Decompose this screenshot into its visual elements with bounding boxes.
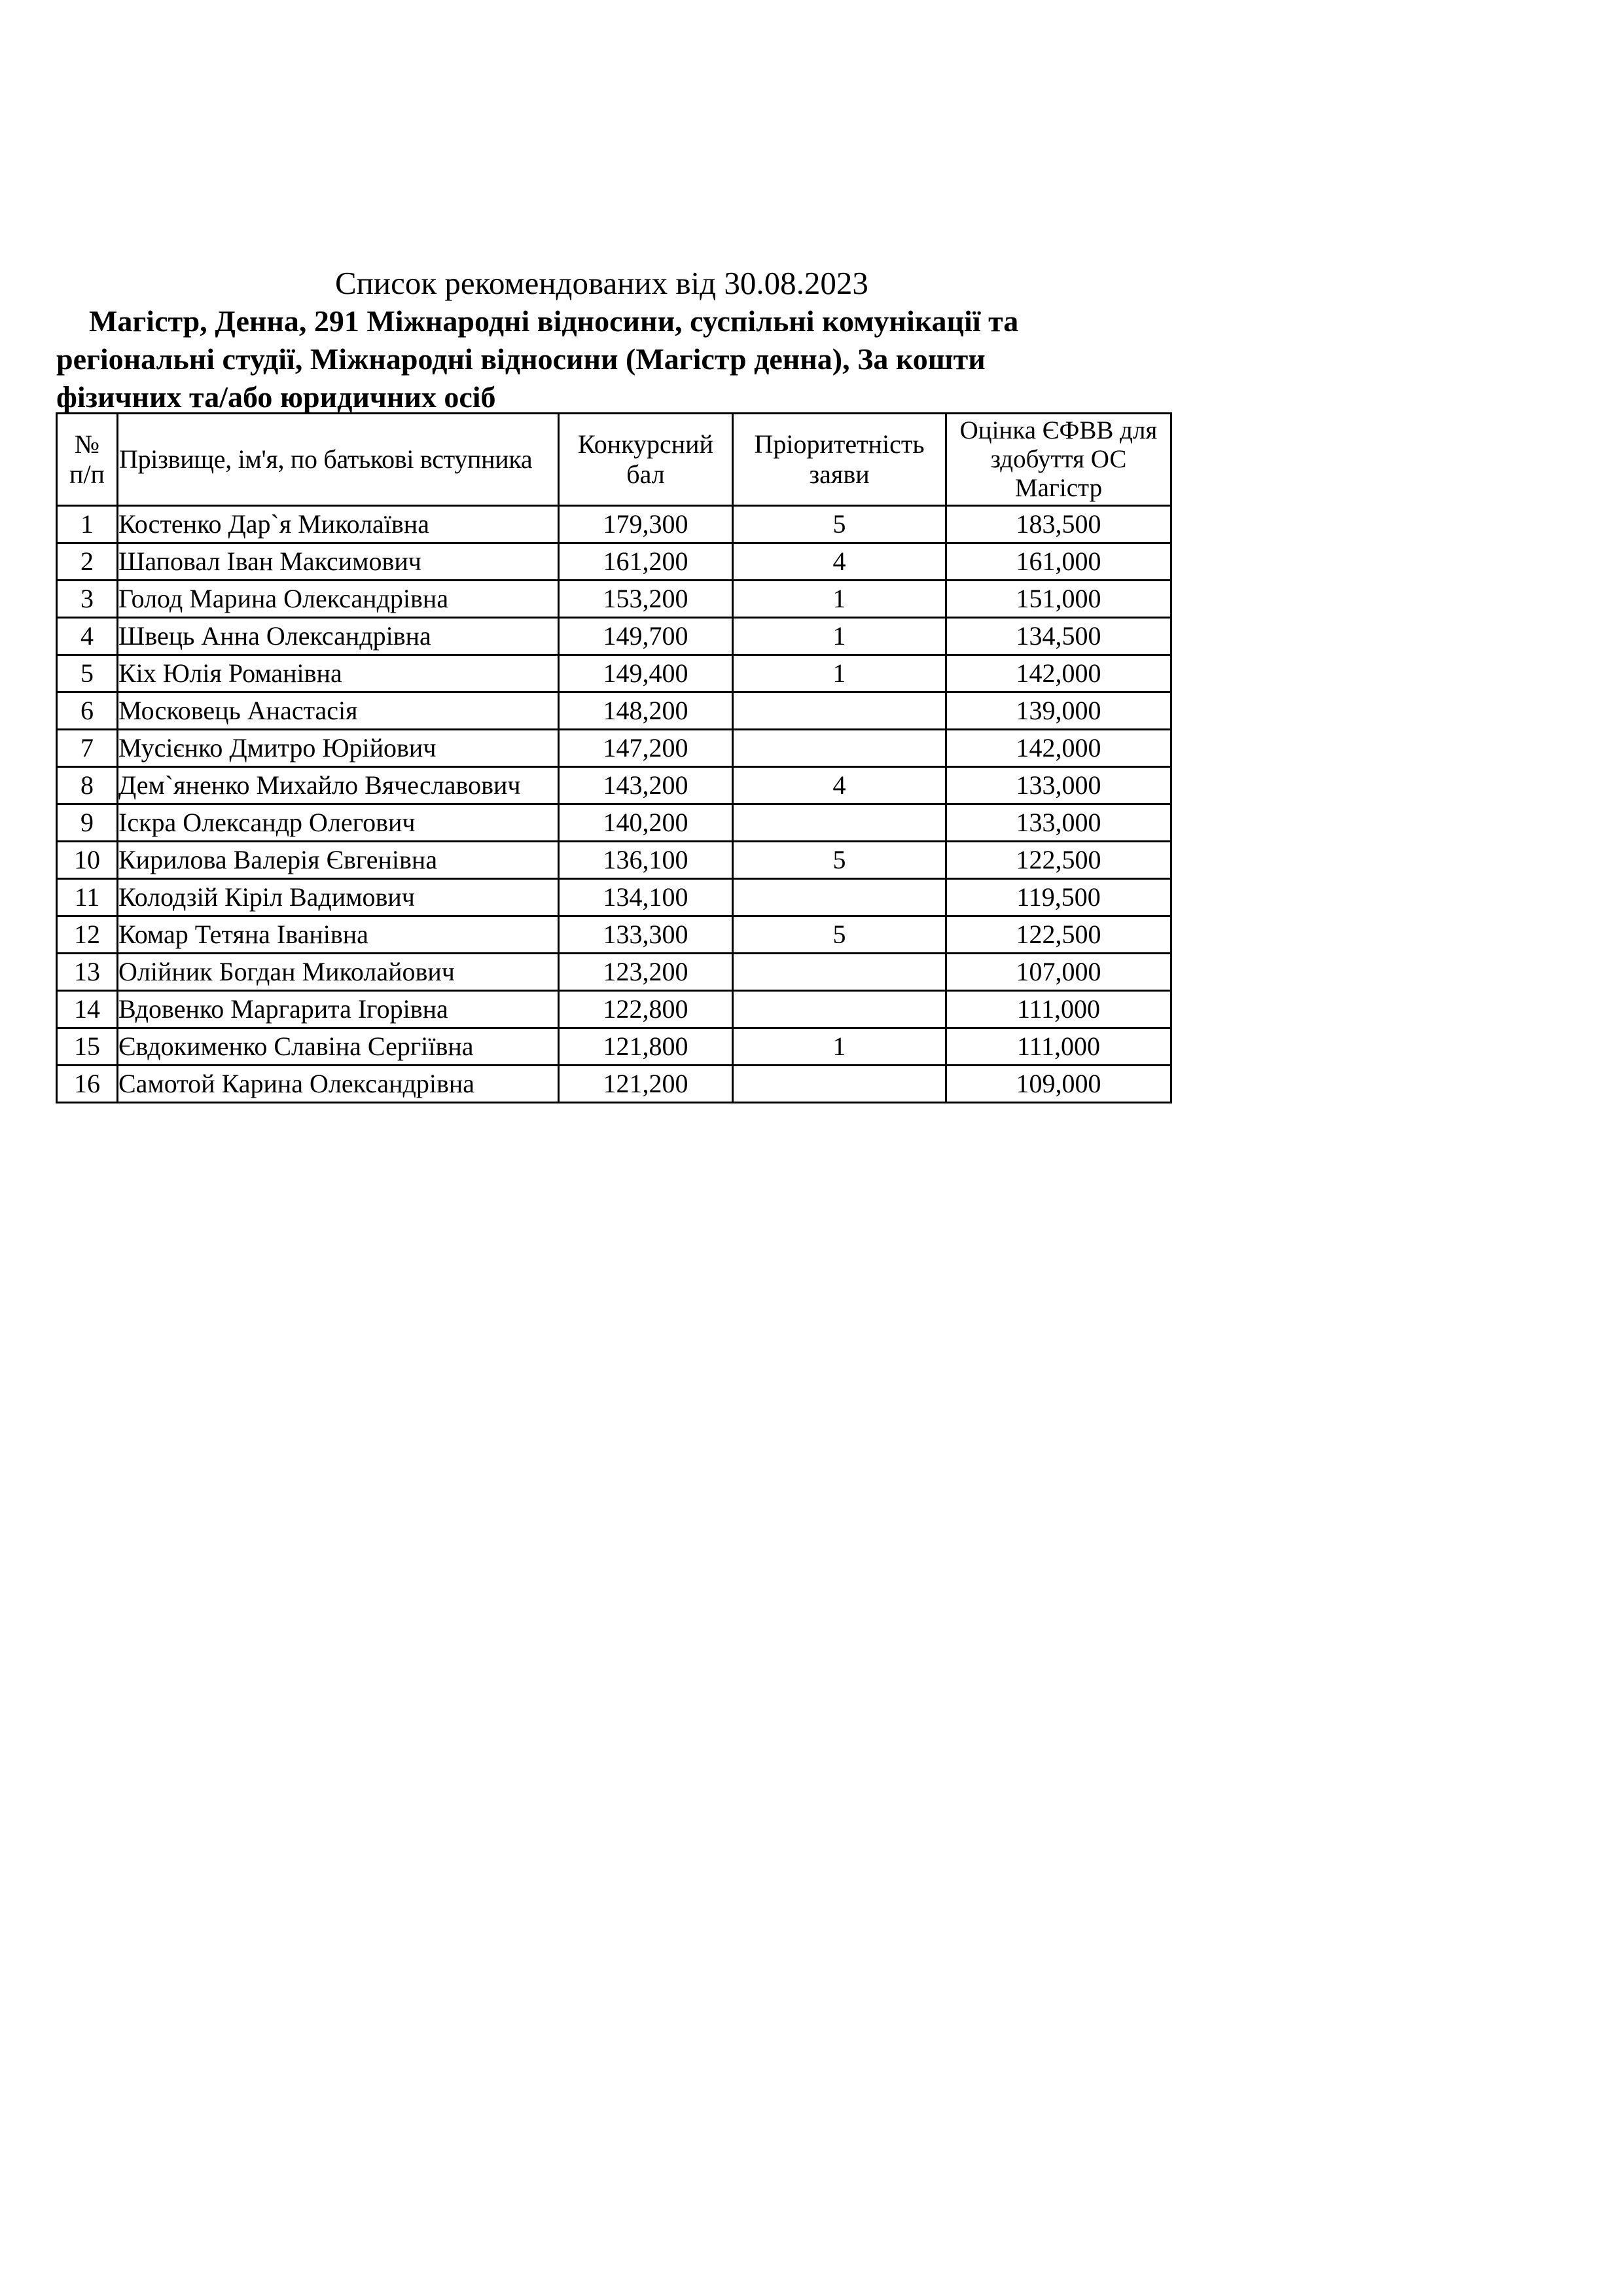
header-priority-line: заяви: [809, 459, 870, 489]
header-number: [57, 414, 118, 506]
table-row: [57, 618, 1171, 655]
cell-exam-score: 111,000: [946, 1028, 1171, 1066]
cell-competitive-score: 121,200: [559, 1066, 733, 1103]
cell-priority: [733, 879, 946, 916]
header-full-name: [118, 414, 559, 506]
table-row: [57, 730, 1171, 767]
table-row: [57, 804, 1171, 842]
cell-number: 7: [57, 730, 118, 767]
cell-number: 12: [57, 916, 118, 954]
cell-exam-score: 122,500: [946, 842, 1171, 879]
cell-competitive-score: 153,200: [559, 581, 733, 618]
cell-competitive-score: 149,400: [559, 655, 733, 692]
cell-number: 13: [57, 954, 118, 991]
cell-priority: [733, 991, 946, 1028]
cell-priority: 5: [733, 842, 946, 879]
cell-priority: 4: [733, 543, 946, 581]
header-exam-line: Магістр: [1014, 474, 1103, 502]
table-row: [57, 1066, 1171, 1103]
cell-full-name: Швець Анна Олександрівна: [118, 618, 559, 655]
cell-priority: 5: [733, 916, 946, 954]
cell-full-name: Олійник Богдан Миколайович: [118, 954, 559, 991]
cell-full-name: Комар Тетяна Іванівна: [118, 916, 559, 954]
cell-priority: 1: [733, 618, 946, 655]
cell-exam-score: 109,000: [946, 1066, 1171, 1103]
cell-full-name: Євдокименко Славіна Сергіївна: [118, 1028, 559, 1066]
cell-exam-score: 142,000: [946, 730, 1171, 767]
cell-exam-score: 133,000: [946, 767, 1171, 804]
cell-competitive-score: 121,800: [559, 1028, 733, 1066]
table-row: [57, 916, 1171, 954]
table-row: [57, 767, 1171, 804]
cell-priority: 1: [733, 581, 946, 618]
header-exam-score: [946, 414, 1171, 506]
cell-full-name: Кіх Юлія Романівна: [118, 655, 559, 692]
cell-exam-score: 119,500: [946, 879, 1171, 916]
cell-number: 4: [57, 618, 118, 655]
cell-number: 15: [57, 1028, 118, 1066]
cell-number: 6: [57, 692, 118, 730]
header-number-abbr: п/п: [69, 459, 105, 489]
header-exam-line: здобуття ОС: [990, 445, 1127, 473]
cell-number: 11: [57, 879, 118, 916]
cell-full-name: Голод Марина Олександрівна: [118, 581, 559, 618]
table-row: [57, 1028, 1171, 1066]
recommended-applicants-table: [56, 412, 1172, 1103]
cell-exam-score: 107,000: [946, 954, 1171, 991]
cell-competitive-score: 148,200: [559, 692, 733, 730]
header-priority: [733, 414, 946, 506]
document-title: Список рекомендованих від 30.08.2023: [335, 265, 868, 301]
cell-competitive-score: 133,300: [559, 916, 733, 954]
table-row: [57, 581, 1171, 618]
cell-exam-score: 122,500: [946, 916, 1171, 954]
cell-full-name: Шаповал Іван Максимович: [118, 543, 559, 581]
cell-competitive-score: 123,200: [559, 954, 733, 991]
cell-priority: 1: [733, 1028, 946, 1066]
cell-competitive-score: 140,200: [559, 804, 733, 842]
cell-number: 3: [57, 581, 118, 618]
header-score-line: Конкурсний: [578, 429, 713, 459]
header-full-name-label: Прізвище, ім'я, по батькові вступника: [119, 444, 533, 474]
cell-number: 16: [57, 1066, 118, 1103]
cell-competitive-score: 161,200: [559, 543, 733, 581]
header-competitive-score: [559, 414, 733, 506]
program-description-line: Магістр, Денна, 291 Міжнародні відносини, суспільні комунікації та: [89, 304, 1019, 338]
cell-number: 9: [57, 804, 118, 842]
cell-exam-score: 151,000: [946, 581, 1171, 618]
header-priority-line: Пріоритетність: [754, 429, 925, 459]
cell-exam-score: 133,000: [946, 804, 1171, 842]
table-body: [57, 506, 1171, 1103]
table-row: [57, 692, 1171, 730]
table-row: [57, 543, 1171, 581]
cell-exam-score: 139,000: [946, 692, 1171, 730]
cell-priority: [733, 954, 946, 991]
cell-full-name: Вдовенко Маргарита Ігорівна: [118, 991, 559, 1028]
cell-competitive-score: 179,300: [559, 506, 733, 543]
cell-full-name: Костенко Дар`я Миколаївна: [118, 506, 559, 543]
table-row: [57, 879, 1171, 916]
cell-number: 5: [57, 655, 118, 692]
cell-full-name: Кирилова Валерія Євгенівна: [118, 842, 559, 879]
cell-competitive-score: 134,100: [559, 879, 733, 916]
cell-competitive-score: 143,200: [559, 767, 733, 804]
cell-exam-score: 111,000: [946, 991, 1171, 1028]
cell-priority: 4: [733, 767, 946, 804]
table-header-row: [57, 414, 1171, 506]
cell-number: 8: [57, 767, 118, 804]
cell-number: 2: [57, 543, 118, 581]
cell-priority: [733, 730, 946, 767]
program-description: [56, 302, 1182, 416]
table-row: [57, 991, 1171, 1028]
cell-exam-score: 142,000: [946, 655, 1171, 692]
table-row: [57, 954, 1171, 991]
program-description-line: регіональні студії, Міжнародні відносини (Магістр денна), За кошти: [56, 342, 986, 376]
cell-priority: [733, 804, 946, 842]
program-description-line: фізичних та/або юридичних осіб: [56, 380, 496, 414]
cell-exam-score: 134,500: [946, 618, 1171, 655]
table-row: [57, 506, 1171, 543]
cell-exam-score: 183,500: [946, 506, 1171, 543]
cell-priority: 5: [733, 506, 946, 543]
header-exam-line: Оцінка ЄФВВ для: [959, 416, 1158, 444]
cell-competitive-score: 136,100: [559, 842, 733, 879]
cell-exam-score: 161,000: [946, 543, 1171, 581]
cell-full-name: Колодзій Кіріл Вадимович: [118, 879, 559, 916]
cell-full-name: Іскра Олександр Олегович: [118, 804, 559, 842]
table-row: [57, 655, 1171, 692]
header-score-line: бал: [626, 459, 665, 489]
cell-number: 14: [57, 991, 118, 1028]
cell-number: 1: [57, 506, 118, 543]
cell-priority: [733, 1066, 946, 1103]
cell-competitive-score: 122,800: [559, 991, 733, 1028]
cell-full-name: Мусієнко Дмитро Юрійович: [118, 730, 559, 767]
cell-priority: [733, 692, 946, 730]
cell-competitive-score: 147,200: [559, 730, 733, 767]
cell-number: 10: [57, 842, 118, 879]
cell-full-name: Дем`яненко Михайло Вячеславович: [118, 767, 559, 804]
header-number-symbol: №: [74, 429, 100, 459]
cell-full-name: Московець Анастасія: [118, 692, 559, 730]
cell-competitive-score: 149,700: [559, 618, 733, 655]
cell-full-name: Самотой Карина Олександрівна: [118, 1066, 559, 1103]
table-row: [57, 842, 1171, 879]
cell-priority: 1: [733, 655, 946, 692]
